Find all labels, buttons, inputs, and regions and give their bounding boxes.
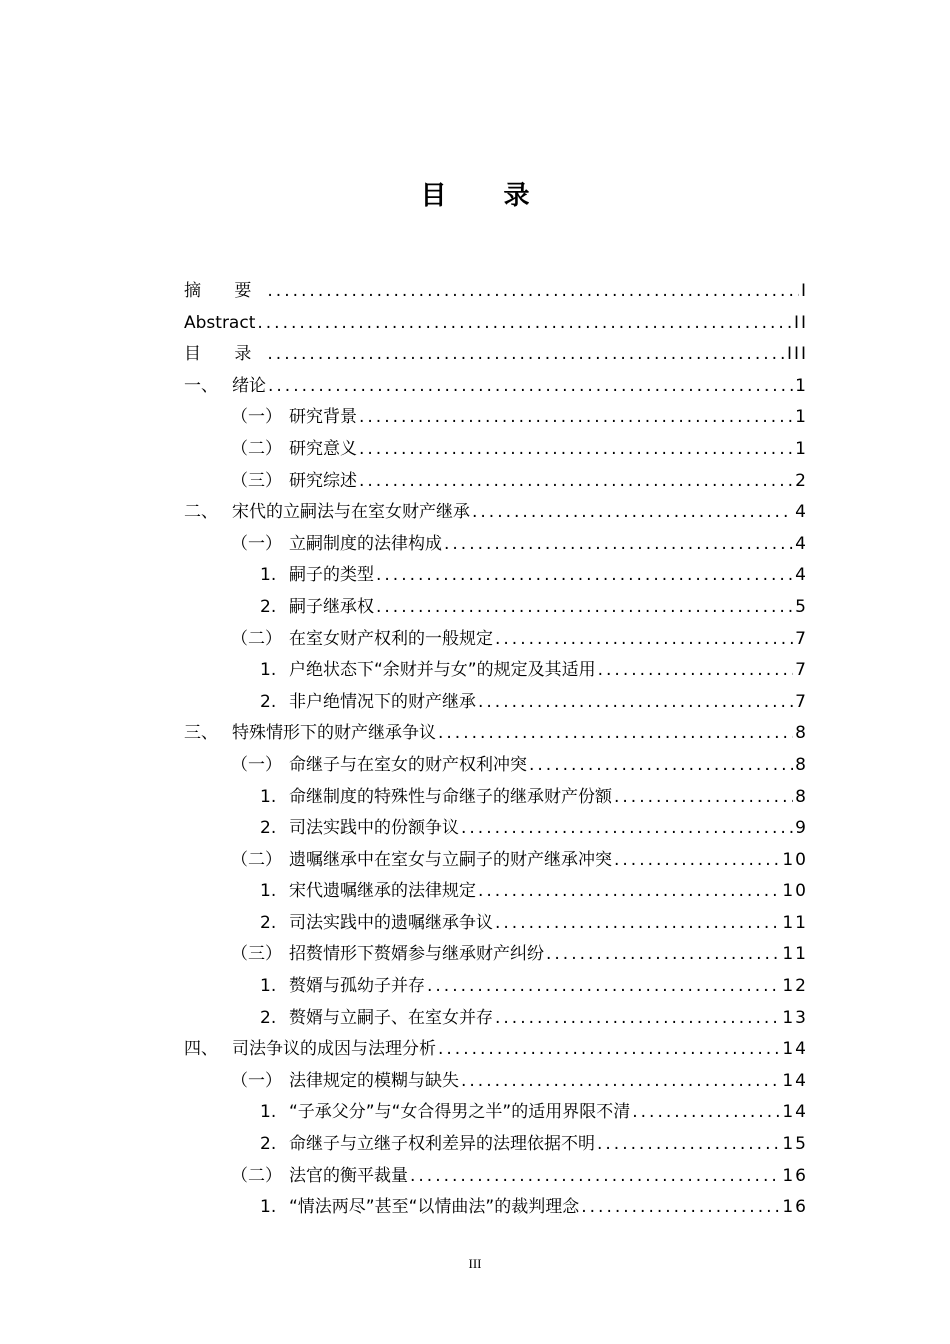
toc-entry-label: 非户绝情况下的财产继承 [289,691,476,712]
toc-entry-page: 7 [795,660,808,681]
toc-leader-dots [461,1066,780,1098]
toc-entry-label: 研究背景 [289,407,357,428]
toc-entry-number: 1. [260,1102,277,1123]
toc-leader-dots [581,1192,780,1224]
toc-entry-label: 立嗣制度的法律构成 [289,533,442,554]
toc-entry[interactable] [184,308,808,340]
toc-entry-page: 16 [782,1197,808,1218]
toc-entry[interactable] [184,1066,808,1098]
toc-entry-page: II [793,312,808,333]
toc-leader-dots [478,876,780,908]
toc-entry-label: 研究综述 [289,470,357,491]
toc-entry-page: 14 [782,1070,808,1091]
toc-entry-page: 10 [782,881,808,902]
toc-entry-page: 1 [795,375,808,396]
toc-entry[interactable] [184,624,808,656]
toc-entry-number: （二） [231,849,282,870]
toc-entry-page: 1 [795,438,808,459]
toc-entry-number: 二、 [184,502,218,523]
toc-entry[interactable] [184,1129,808,1161]
toc-leader-dots [257,308,792,340]
toc-entry-number: 1. [260,565,277,586]
toc-entry[interactable] [184,529,808,561]
toc-entry-page: 2 [795,470,808,491]
toc-entry[interactable] [184,276,808,308]
toc-entry[interactable] [184,1097,808,1129]
toc-leader-dots [438,1034,780,1066]
toc-leader-dots [495,1003,780,1035]
toc-entry-page: 12 [782,976,808,997]
toc-entry-label: 招赘情形下赘婿参与继承财产纠纷 [289,944,544,965]
toc-leader-dots [267,276,799,308]
toc-entry-page: 11 [782,944,808,965]
toc-leader-dots [632,1097,780,1129]
toc-leader-dots [614,782,793,814]
toc-entry-page: 10 [782,849,808,870]
toc-entry[interactable] [184,687,808,719]
toc-entry-number: 1. [260,660,277,681]
toc-entry-label: 法官的衡平裁量 [289,1165,408,1186]
toc-entry[interactable] [184,782,808,814]
toc-entry-label: 目 录 [184,344,266,365]
toc-entry-label: 摘 要 [184,281,266,301]
toc-entry[interactable] [184,813,808,845]
toc-entry-number: 1. [260,786,277,807]
toc-leader-dots [472,497,793,529]
toc-entry[interactable] [184,718,808,750]
toc-entry-label: 户绝状态下“余财并与女”的规定及其适用 [289,660,596,681]
toc-entry-number: （一） [231,407,282,428]
toc-entry-page: 13 [782,1007,808,1028]
toc-leader-dots [495,908,780,940]
toc-leader-dots [495,624,793,656]
toc-leader-dots [410,1161,780,1193]
toc-entry-number: 1. [260,881,277,902]
toc-entry-label: 赘婿与孤幼子并存 [289,976,425,997]
toc-leader-dots [478,687,793,719]
toc-leader-dots [529,750,793,782]
toc-entry-label: “情法两尽”甚至“以情曲法”的裁判理念 [289,1197,580,1218]
toc-entry-page: III [786,344,808,365]
toc-entry-number: 1. [260,976,277,997]
toc-entry-label: 研究意义 [289,438,357,459]
toc-entry[interactable] [184,908,808,940]
toc-entry-label: 命继制度的特殊性与命继子的继承财产份额 [289,786,612,807]
toc-entry[interactable] [184,876,808,908]
toc-entry-page: 4 [795,502,808,523]
toc-entry-label: 司法实践中的份额争议 [289,818,459,839]
toc-entry-label: 嗣子的类型 [289,565,374,586]
toc-entry-label: 法律规定的模糊与缺失 [289,1070,459,1091]
toc-entry-number: 四、 [184,1039,218,1060]
toc-leader-dots [614,845,780,877]
page-title: 目 录 [420,181,554,211]
table-of-contents [184,276,808,1224]
toc-leader-dots [376,560,793,592]
toc-entry-label: 在室女财产权利的一般规定 [289,628,493,649]
toc-entry-label: 绪论 [232,375,266,396]
toc-entry-number: （二） [231,1165,282,1186]
toc-entry-number: （一） [231,533,282,554]
toc-entry-number: （二） [231,628,282,649]
toc-entry-page: 14 [782,1039,808,1060]
toc-entry-number: 2. [260,1007,277,1028]
toc-entry[interactable] [184,1192,808,1224]
toc-entry-number: 一、 [184,375,218,396]
toc-entry[interactable] [184,560,808,592]
toc-leader-dots [444,529,793,561]
toc-entry-number: （二） [231,438,282,459]
toc-entry-page: 8 [795,754,808,775]
toc-entry-label: 司法争议的成因与法理分析 [232,1039,436,1060]
toc-leader-dots [359,466,793,498]
toc-entry[interactable] [184,1034,808,1066]
toc-entry-number: （一） [231,1070,282,1091]
toc-entry[interactable] [184,750,808,782]
toc-entry[interactable] [184,1003,808,1035]
toc-entry[interactable] [184,939,808,971]
toc-entry-page: I [800,281,808,301]
toc-leader-dots [359,434,793,466]
toc-entry[interactable] [184,497,808,529]
toc-entry[interactable] [184,466,808,498]
toc-entry-page: 5 [795,596,808,617]
toc-entry-page: 4 [795,565,808,586]
toc-entry[interactable] [184,845,808,877]
toc-leader-dots [546,939,780,971]
toc-entry-label: 嗣子继承权 [289,596,374,617]
toc-entry[interactable] [184,1161,808,1193]
toc-entry-label: 命继子与在室女的财产权利冲突 [289,754,527,775]
toc-entry-page: 11 [782,912,808,933]
toc-entry[interactable] [184,592,808,624]
toc-entry-label: 特殊情形下的财产继承争议 [232,723,436,744]
toc-entry-number: （三） [231,470,282,491]
toc-leader-dots [597,1129,780,1161]
toc-entry[interactable] [184,339,808,371]
toc-entry-number: 2. [260,596,277,617]
toc-entry-page: 4 [795,533,808,554]
toc-entry-page: 15 [782,1134,808,1155]
toc-leader-dots [438,718,793,750]
toc-entry-number: 2. [260,912,277,933]
toc-entry-page: 8 [795,786,808,807]
toc-leader-dots [376,592,793,624]
toc-entry-page: 8 [795,723,808,744]
toc-entry-number: 2. [260,691,277,712]
toc-entry-page: 9 [795,818,808,839]
toc-entry-label: 命继子与立继子权利差异的法理依据不明 [289,1134,595,1155]
toc-entry-label: “子承父分”与“女合得男之半”的适用界限不清 [289,1102,631,1123]
toc-leader-dots [267,339,785,371]
toc-entry-label: 宋代的立嗣法与在室女财产继承 [232,502,470,523]
toc-entry-page: 16 [782,1165,808,1186]
toc-entry-page: 7 [795,691,808,712]
toc-entry-page: 7 [795,628,808,649]
toc-entry[interactable] [184,402,808,434]
toc-entry-number: 三、 [184,723,218,744]
toc-entry[interactable] [184,971,808,1003]
toc-entry[interactable] [184,655,808,687]
toc-entry-page: 14 [782,1102,808,1123]
toc-entry-label: Abstract [184,312,256,333]
toc-entry-page: 1 [795,407,808,428]
toc-leader-dots [268,371,793,403]
toc-entry[interactable] [184,371,808,403]
toc-entry-number: 2. [260,818,277,839]
toc-entry-label: 司法实践中的遗嘱继承争议 [289,912,493,933]
toc-entry-number: 1. [260,1197,277,1218]
toc-entry-number: （一） [231,754,282,775]
toc-leader-dots [598,655,794,687]
page-number: III [468,1256,482,1271]
toc-leader-dots [461,813,793,845]
toc-leader-dots [359,402,793,434]
toc-entry-number: （三） [231,944,282,965]
toc-entry-number: 2. [260,1134,277,1155]
toc-entry-label: 遗嘱继承中在室女与立嗣子的财产继承冲突 [289,849,612,870]
toc-entry[interactable] [184,434,808,466]
toc-leader-dots [427,971,780,1003]
toc-entry-label: 赘婿与立嗣子、在室女并存 [289,1007,493,1028]
toc-entry-label: 宋代遗嘱继承的法律规定 [289,881,476,902]
